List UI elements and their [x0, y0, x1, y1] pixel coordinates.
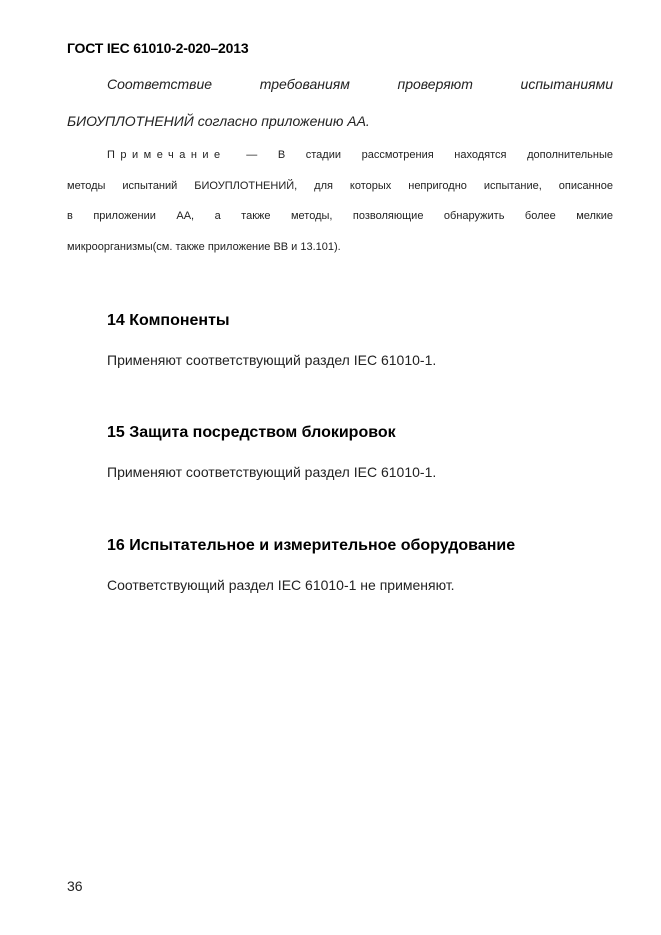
note-line-3: в приложении АА, а также методы, позволяющие обнаружить более мелкие	[67, 210, 613, 222]
section-15-text: Применяют соответствующий раздел IEC 61010-1.	[107, 464, 437, 480]
section-14-text: Применяют соответствующий раздел IEC 61010-1.	[107, 352, 437, 368]
compliance-paragraph-line-2: БИОУПЛОТНЕНИЙ согласно приложению АА.	[67, 113, 370, 129]
section-15-title: 15 Защита посредством блокировок	[107, 424, 396, 441]
compliance-paragraph-line-1: Соответствие требованиям проверяют испытаниями	[107, 76, 613, 92]
section-16-text: Соответствующий раздел IEC 61010-1 не применяют.	[107, 577, 455, 593]
note-block	[67, 140, 613, 262]
note-label: Примечание	[107, 149, 226, 161]
note-line-4: микроорганизмы(см. также приложение ВВ и 13.101).	[67, 240, 341, 253]
note-line-1-text: — В стадии рассмотрения находятся дополнительные	[246, 149, 614, 161]
note-line-1	[67, 140, 613, 171]
document-code-header: ГОСТ IEC 61010-2-020–2013	[67, 40, 249, 56]
note-line-2: методы испытаний БИОУПЛОТНЕНИЙ, для которых непригодно испытание, описанное	[67, 179, 613, 192]
page-number: 36	[67, 878, 83, 894]
section-14-title: 14 Компоненты	[107, 312, 230, 329]
section-16-title: 16 Испытательное и измерительное оборудование	[107, 537, 516, 554]
